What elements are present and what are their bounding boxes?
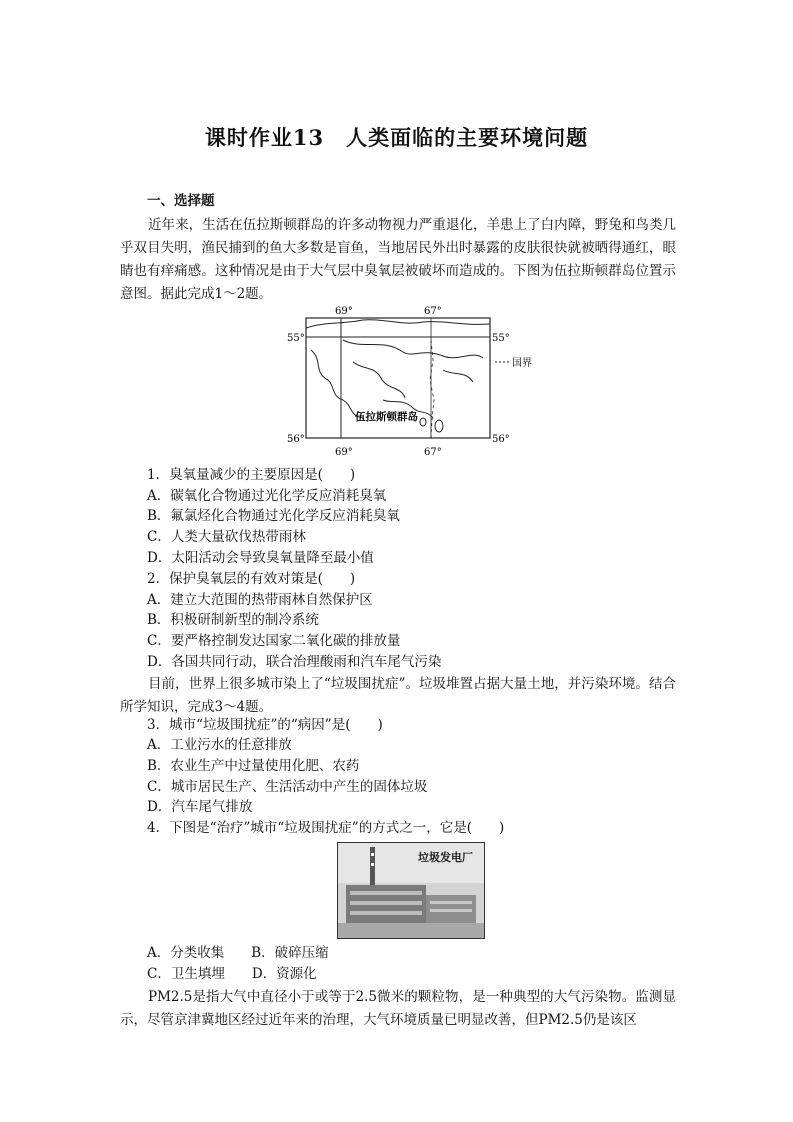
q2-option-d: D．各国共同行动，联合治理酸雨和汽车尾气污染 bbox=[147, 654, 442, 670]
intro-paragraph-garbage: 目前，世界上很多城市染上了“垃圾围扰症”。垃圾堆置占据大量土地，并污染环境。结合所学知识，完成3～4题。 bbox=[120, 676, 676, 715]
q3-option-d: D．汽车尾气排放 bbox=[147, 799, 253, 815]
q1-option-a: A．碳氧化合物通过光化学反应消耗臭氧 bbox=[147, 488, 387, 504]
legend-label: 国界 bbox=[512, 358, 532, 369]
q2-option-b: B．积极研制新型的制冷系统 bbox=[147, 612, 319, 628]
power-plant-photo bbox=[337, 842, 485, 939]
power-plant-illustration bbox=[338, 843, 484, 938]
lon-label-bottom-69: 69° bbox=[335, 447, 353, 458]
intro-paragraph-ozone: 近年来，生活在伍拉斯顿群岛的许多动物视力严重退化，羊患上了白内障，野兔和鸟类几乎双目失明，渔民捕到的鱼大多数是盲鱼，当地居民外出时暴露的皮肤很快就被晒得通红，眼睛也有痒痛感。这种情况是由于大气层中臭氧层被破坏而造成的。下图为伍拉斯顿群岛位置示意图。据此完成1～2题。 bbox=[120, 217, 676, 302]
q1-option-c: C．人类大量砍伐热带雨林 bbox=[147, 529, 306, 545]
question-4: 4．下图是“治疗”城市“垃圾围扰症”的方式之一，它是( ) bbox=[147, 820, 505, 836]
question-2: 2．保护臭氧层的有效对策是( ) bbox=[147, 571, 356, 587]
intro-paragraph-pm25: PM2.5是指大气中直径小于或等于2.5微米的颗粒物，是一种典型的大气污染物。监测显示，尽管京津冀地区经过近年来的治理，大气环境质量已明显改善，但PM2.5仍是该区 bbox=[120, 989, 676, 1028]
section-heading: 一、选择题 bbox=[147, 193, 215, 209]
coastline-north bbox=[306, 320, 490, 328]
coastline-channel bbox=[343, 340, 483, 358]
lat-label-right-55: 55° bbox=[492, 333, 510, 344]
wollaston-islands-map bbox=[283, 300, 543, 460]
question-1: 1．臭氧量减少的主要原因是( ) bbox=[147, 467, 356, 483]
q1-option-d: D．太阳活动会导致臭氧量降至最小值 bbox=[147, 550, 374, 566]
q2-option-c: C．要严格控制发达国家二氧化碳的排放量 bbox=[147, 633, 401, 649]
small-island bbox=[435, 420, 443, 432]
lon-label-top-69: 69° bbox=[335, 306, 353, 317]
lat-label-left-56: 56° bbox=[287, 434, 305, 445]
coastline-west bbox=[311, 350, 363, 418]
coastline-islands-2 bbox=[443, 370, 473, 382]
photo-label: 垃圾发电厂 bbox=[418, 851, 473, 864]
q3-option-a: A．工业污水的任意排放 bbox=[147, 737, 292, 753]
lat-label-right-56: 56° bbox=[492, 434, 510, 445]
lon-label-top-67: 67° bbox=[424, 306, 442, 317]
q4-options-row-1: A．分类收集 B．破碎压缩 bbox=[147, 945, 329, 961]
map-figure bbox=[283, 300, 543, 460]
q4-options-row-2: C．卫生填埋 D．资源化 bbox=[147, 966, 317, 982]
q1-option-b: B．氟氯烃化合物通过光化学反应消耗臭氧 bbox=[147, 508, 400, 524]
q3-option-c: C．城市居民生产、生活活动中产生的固体垃圾 bbox=[147, 779, 428, 795]
small-island bbox=[420, 418, 426, 426]
coastline-islands-1 bbox=[353, 362, 405, 398]
island-label: 伍拉斯顿群岛 bbox=[355, 411, 418, 423]
lon-label-bottom-67: 67° bbox=[424, 447, 442, 458]
page-title: 课时作业13 人类面临的主要环境问题 bbox=[204, 125, 589, 150]
q2-option-a: A．建立大范围的热带雨林自然保护区 bbox=[147, 592, 373, 608]
lat-label-left-55: 55° bbox=[287, 333, 305, 344]
q3-option-b: B．农业生产中过量使用化肥、农药 bbox=[147, 758, 360, 774]
question-3: 3．城市“垃圾围扰症”的“病因”是( ) bbox=[147, 717, 383, 733]
